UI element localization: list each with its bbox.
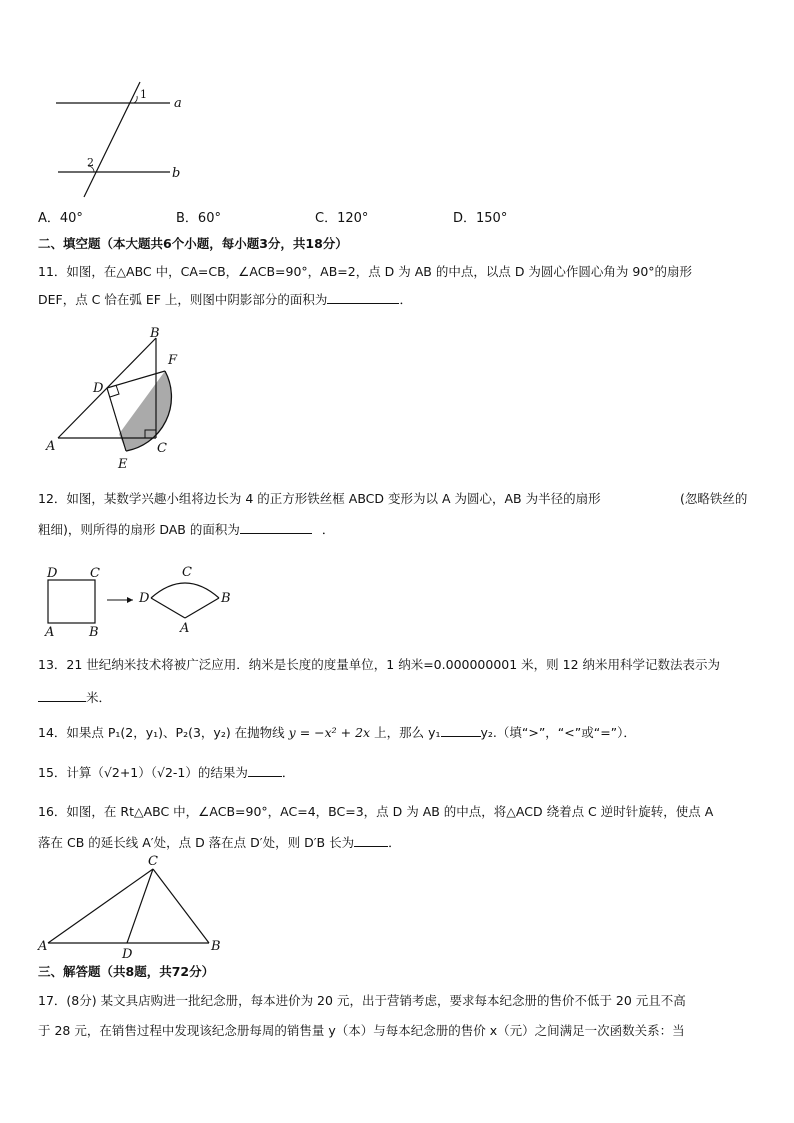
point-c-label: C <box>157 441 167 456</box>
q16-answer-blank[interactable] <box>354 845 388 847</box>
q13-line2-end: 米． <box>86 690 112 705</box>
fan-a-label: A <box>180 621 190 636</box>
point-b-label: B <box>211 939 221 954</box>
q13-answer-blank[interactable] <box>38 700 86 702</box>
fan-c-label: C <box>182 565 192 580</box>
point-f-label: F <box>168 353 178 368</box>
q11-line2-text: DEF，点 C 恰在弧 EF 上，则图中阴影部分的面积为 <box>38 292 328 307</box>
q12-line1-text: 12．如图，某数学兴趣小组将边长为 4 的正方形铁丝框 ABCD 变形为以 A 为圆心，AB 为半径的扇形 <box>38 491 601 506</box>
q17-line2: 于 28 元，在销售过程中发现该纪念册每周的销售量 y（本）与每本纪念册的售价 x（元）之间满足一次函数关系：当 <box>38 1023 685 1038</box>
square-d-label: D <box>47 566 58 581</box>
q12-answer-blank[interactable] <box>240 532 312 534</box>
figure-q12 <box>40 562 250 642</box>
point-a-label: A <box>38 939 48 954</box>
q12-line2-text: 粗细)，则所得的扇形 DAB 的面积为 <box>38 522 240 537</box>
option-c[interactable]: C．120° <box>315 211 369 226</box>
point-a-label: A <box>46 439 56 454</box>
point-e-label: E <box>118 457 128 472</box>
q16-line1: 16．如图，在 Rt△ABC 中，∠ACB=90°，AC=4，BC=3，点 D 为 AB 的中点，将△ACD 绕着点 C 逆时针旋转，使点 A <box>38 804 714 819</box>
figure-parallel-lines <box>50 80 200 200</box>
q11-line1: 11．如图，在△ABC 中，CA=CB，∠ACB=90°，AB=2，点 D 为 AB 的中点，以点 D 为圆心作圆心角为 90°的扇形 <box>38 264 693 279</box>
point-b-label: B <box>150 326 160 341</box>
square-c-label: C <box>90 566 100 581</box>
q14-text-c: y₂.（填“>”，“<”或“=”）． <box>480 725 636 740</box>
q14-formula: y = −x² + 2x <box>288 725 371 740</box>
q12-line1 <box>38 489 601 507</box>
square-b-label: B <box>89 625 99 640</box>
line-a-label: a <box>174 96 182 111</box>
option-b[interactable]: B．60° <box>176 211 221 226</box>
q11-line2-end: ． <box>399 292 412 307</box>
q12-line2-end: ． <box>321 522 335 537</box>
line-b-label: b <box>172 166 181 181</box>
q13-line2 <box>38 688 111 706</box>
figure-q11 <box>40 326 190 474</box>
option-d[interactable]: D．150° <box>453 211 508 226</box>
point-d-label: D <box>93 381 104 396</box>
angle-1-label: 1 <box>140 88 147 101</box>
q14-line <box>38 723 636 741</box>
q15-line <box>38 763 294 781</box>
q15-text: 15．计算（√2+1）（√2-1）的结果为 <box>38 765 248 780</box>
q12-line2 <box>38 520 334 538</box>
angle-2-label: 2 <box>87 156 94 169</box>
q11-answer-blank[interactable] <box>327 302 399 304</box>
fan-d-label: D <box>139 591 150 606</box>
square-a-label: A <box>45 625 55 640</box>
q15-answer-blank[interactable] <box>248 775 282 777</box>
q16-line2-end: ． <box>388 835 401 850</box>
q15-end: ． <box>281 765 295 780</box>
option-a[interactable]: A．40° <box>38 211 83 226</box>
q14-answer-blank[interactable] <box>441 735 481 737</box>
figure-q16 <box>36 852 236 964</box>
section-3-heading: 三、解答题（共8题，共72分） <box>38 964 215 979</box>
q13-line1: 13．21 世纪纳米技术将被广泛应用．纳米是长度的度量单位，1 纳米=0.000000001 米，则 12 纳米用科学记数法表示为 <box>38 657 721 672</box>
point-d-label: D <box>122 947 133 962</box>
q11-line2 <box>38 290 412 308</box>
q12-line1-tail: (忽略铁丝的 <box>680 491 748 506</box>
q17-line1: 17．(8分) 某文具店购进一批纪念册，每本进价为 20 元，出于营销考虑，要求每本纪念册的售价不低于 20 元且不高 <box>38 993 686 1008</box>
q14-text-a: 14．如果点 P₁(2，y₁)、P₂(3，y₂) 在抛物线 <box>38 725 285 740</box>
q16-line2 <box>38 833 401 851</box>
q14-text-b: 上，那么 y₁ <box>374 725 441 740</box>
section-2-heading: 二、填空题（本大题共6个小题，每小题3分，共18分） <box>38 236 348 251</box>
fan-b-label: B <box>221 591 231 606</box>
q16-line2-text: 落在 CB 的延长线 A′处，点 D 落在点 D′处，则 D′B 长为 <box>38 835 355 850</box>
point-c-label: C <box>148 854 158 869</box>
